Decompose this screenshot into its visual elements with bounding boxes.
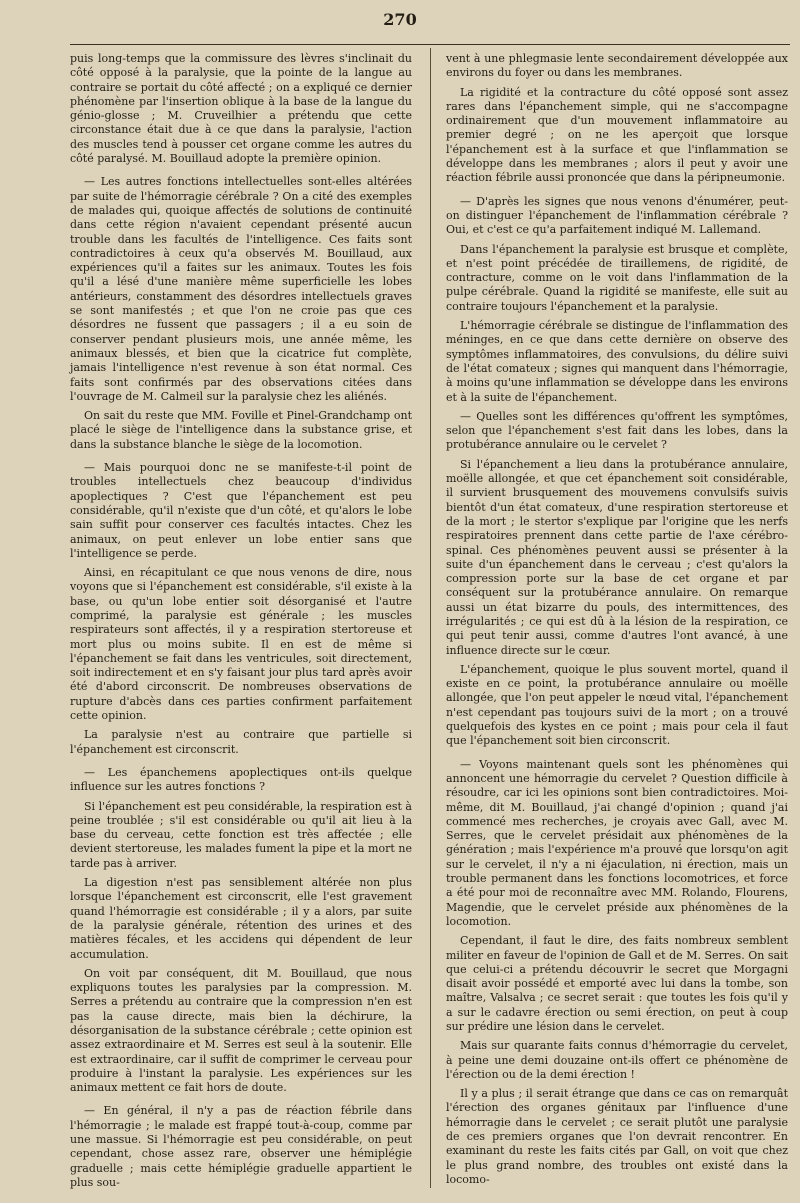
- paragraph: — Les autres fonctions intellectuelles sont-elles altérées par suite de l'hémorragie cérébrale ? On a cité des exemples de malades qui, quoique affectés de solutions de continuité dans cette région n'avaient cependant présenté aucun trouble dans les facultés de l'intelligence. Ces faits sont contradictoires à ceux qu'a observés M. Bouillaud, aux expériences qu'il a faites sur les animaux. Toutes les fois qu'il a lésé d'une manière même superficielle les lobes antérieurs, constamment des désordres intellectuels graves se sont manifestés ; et que l'on ne croie pas que ces désordres ne fussent que passagers ; il a eu soin de conserver pendant plusieurs mois, une année même, les animaux blessés, et bien que la cicatrice fut complète, jamais l'intelligence n'est revenue à son état normal. Ces faits sont confirmés par des observations citées dans l'ouvrage de M. Calmeil sur la paralysie chez les aliénés.: [70, 175, 412, 403]
- paragraph: Dans l'épanchement la paralysie est brusque et complète, et n'est point précédée de tiraillemens, de rigidité, de contracture, comme on le voit dans l'inflammation de la pulpe cérébrale. Quand la rigidité se manifeste, elle suit au contraire toujours l'épanchement et la paralysie.: [446, 242, 788, 313]
- header-rule: [70, 44, 790, 45]
- paragraph: On sait du reste que MM. Foville et Pinel-Grandchamp ont placé le siège de l'intelligence dans la substance grise, et dans la substance blanche le siège de la locomotion.: [70, 409, 412, 451]
- paragraph: On voit par conséquent, dit M. Bouillaud, que nous expliquons toutes les paralysies par la compression. M. Serres a prétendu au contraire que la compression n'en est pas la cause directe, mais bien la déchirure, la désorganisation de la substance cérébrale ; cette opinion est assez extraordinaire et M. Serres est seul à la soutenir. Elle est extraordinaire, car il suffit de comprimer le cerveau pour produire à l'instant la paralysie. Les expériences sur les animaux mettent ce fait hors de doute.: [70, 966, 412, 1095]
- paragraph: Mais sur quarante faits connus d'hémorragie du cervelet, à peine une demi douzaine ont-ils offert ce phénomène de l'érection ou de la demi érection !: [446, 1039, 788, 1081]
- paragraph: La rigidité et la contracture du côté opposé sont assez rares dans l'épanchement simple, qui ne s'accompagne ordinairement que d'un mouvement inflammatoire au premier degré ; on ne les aperçoit que lorsque l'épanchement est à la surface et que l'inflammation se développe dans les membranes ; alors il peut y avoir une réaction fébrile aussi prononcée que dans la péripneumonie.: [446, 85, 788, 185]
- paragraph: — D'après les signes que nous venons d'énumérer, peut-on distinguer l'épanchement de l'inflammation cérébrale ? Oui, et c'est ce qu'a parfaitement indiqué M. Lallemand.: [446, 194, 788, 237]
- paragraph: La paralysie n'est au contraire que partielle si l'épanchement est circonscrit.: [70, 728, 412, 756]
- paragraph: vent à une phlegmasie lente secondairement développée aux environs du foyer ou dans les membranes.: [446, 52, 788, 80]
- right-column: [446, 52, 788, 1192]
- paragraph: — En général, il n'y a pas de réaction fébrile dans l'hémorragie ; le malade est frappé tout-à-coup, comme par une massue. Si l'hémorragie est peu considérable, on peut cependant, chose assez rare, observer une hémiplégie graduelle ; mais cette hémiplégie graduelle appartient le plus sou-: [70, 1104, 412, 1189]
- paragraph: Si l'épanchement est peu considérable, la respiration est à peine troublée ; s'il est considérable ou qu'il ait lieu à la base du cerveau, cette fonction est très affectée ; elle devient stertoreuse, les malades fument la pipe et la mort ne tarde pas à arriver.: [70, 799, 412, 870]
- paragraph: Ainsi, en récapitulant ce que nous venons de dire, nous voyons que si l'épanchement est considérable, s'il existe à la base, ou qu'un lobe entier soit désorganisé et l'autre comprimé, la paralysie est générale ; les muscles respirateurs sont affectés, il y a respiration stertoreuse et mort plus ou moins subite. Il en est de même si l'épanchement se fait dans les ventricules, soit directement, soit indirectement et en s'y faisant jour plus tard après avoir été d'abord circonscrit. De nombreuses observations de rupture d'abcès dans ces parties confirment parfaitement cette opinion.: [70, 566, 412, 723]
- paragraph: — Quelles sont les différences qu'offrent les symptômes, selon que l'épanchement s'est fait dans les lobes, dans la protubérance annulaire ou le cervelet ?: [446, 409, 788, 452]
- paragraph: — Les épanchemens apoplectiques ont-ils quelque influence sur les autres fonctions ?: [70, 765, 412, 794]
- paragraph: Si l'épanchement a lieu dans la protubérance annulaire, moëlle allongée, et que cet épanchement soit considérable, il survient brusquement des mouvemens convulsifs suivis bientôt d'un état comateux, d'une respiration stertoreuse et de la mort ; le stertor s'explique par l'origine que les nerfs respiratoires prennent dans cette partie de l'axe cérébro-spinal. Ces phénomènes peuvent aussi se présenter à la suite d'un épanchement dans le cerveau ; c'est qu'alors la compression porte sur la base de cet organe et par conséquent sur la protubérance annulaire. On remarque aussi un état bizarre du pouls, des intermittences, des irrégularités ; ce qui est dû à la lésion de la respiration, ce qui peut tenir aussi, comme d'autres l'ont avancé, à une influence directe sur le cœur.: [446, 457, 788, 657]
- paragraph: La digestion n'est pas sensiblement altérée non plus lorsque l'épanchement est circonscrit, elle l'est gravement quand l'hémorragie est considérable ; il y a alors, par suite de la paralysie générale, rétention des urines et des matières fécales, et les accidens qui dépendent de leur accumulation.: [70, 876, 412, 961]
- page-number: 270: [383, 10, 417, 29]
- paragraph: L'épanchement, quoique le plus souvent mortel, quand il existe en ce point, la protubérance annulaire ou moëlle allongée, que l'on peut appeler le nœud vital, l'épanchement n'est cependant pas toujours suivi de la mort ; on a trouvé quelquefois des kystes en ce point ; mais pour cela il faut que l'épanchement soit bien circonscrit.: [446, 662, 788, 748]
- column-divider: [430, 48, 431, 1188]
- paragraph: Cependant, il faut le dire, des faits nombreux semblent militer en faveur de l'opinion de Gall et de M. Serres. On sait que celui-ci a prétendu découvrir le secret que Morgagni disait avoir possédé et emporté avec lui dans la tombe, son maître, Valsalva ; ce secret serait : que toutes les fois qu'il y a sur le cadavre érection ou semi érection, on peut à coup sur prédire une lésion dans le cervelet.: [446, 934, 788, 1033]
- left-column: [70, 52, 412, 1195]
- paragraph: puis long-temps que la commissure des lèvres s'inclinait du côté opposé à la paralysie, que la pointe de la langue au contraire se portait du côté affecté ; on a expliqué ce dernier phénomène par l'insertion oblique à la base de la langue du génio-glosse ; M. Cruveilhier a prétendu que cette circonstance était due à ce que dans la paralysie, l'action des muscles tend à pousser cet organe comme les autres du côté paralysé. M. Bouillaud adopte la première opinion.: [70, 52, 412, 166]
- paragraph: L'hémorragie cérébrale se distingue de l'inflammation des méninges, en ce que dans cette dernière on observe des symptômes inflammatoires, des convulsions, du délire suivi de l'état comateux ; signes qui manquent dans l'hémorragie, à moins qu'une inflammation se développe dans les environs et à la suite de l'épanchement.: [446, 319, 788, 404]
- paragraph: Il y a plus ; il serait étrange que dans ce cas on remarquât l'érection des organes génitaux par l'influence d'une hémorragie dans le cervelet ; ce serait plutôt une paralysie de ces premiers organes que l'on devrait rencontrer. En examinant du reste les faits cités par Gall, on voit que chez le plus grand nombre, des troubles ont existé dans la locomo-: [446, 1087, 788, 1186]
- paragraph: — Voyons maintenant quels sont les phénomènes qui annoncent une hémorragie du cervelet ? Question difficile à résoudre, car ici les opinions sont bien contradictoires. Moi-même, dit M. Bouillaud, j'ai changé d'opinion ; quand j'ai commencé mes recherches, je croyais avec Gall, avec M. Serres, que le cervelet présidait aux phénomènes de la génération ; mais l'expérience m'a prouvé que lorsqu'on agit sur le cervelet, il n'y a ni éjaculation, ni érection, mais un trouble permanent dans les fonctions locomotrices, et force a été pour moi de reconnaître avec MM. Rolando, Flourens, Magendie, que le cervelet préside aux phénomènes de la locomotion.: [446, 757, 788, 928]
- paragraph: — Mais pourquoi donc ne se manifeste-t-il point de troubles intellectuels chez beaucoup d'individus apoplectiques ? C'est que l'épanchement est peu considérable, qu'il n'existe que d'un côté, et qu'alors le lobe sain suffit pour conserver ces facultés intactes. Chez les animaux, on peut enlever un lobe entier sans que l'intelligence se perde.: [70, 461, 412, 560]
